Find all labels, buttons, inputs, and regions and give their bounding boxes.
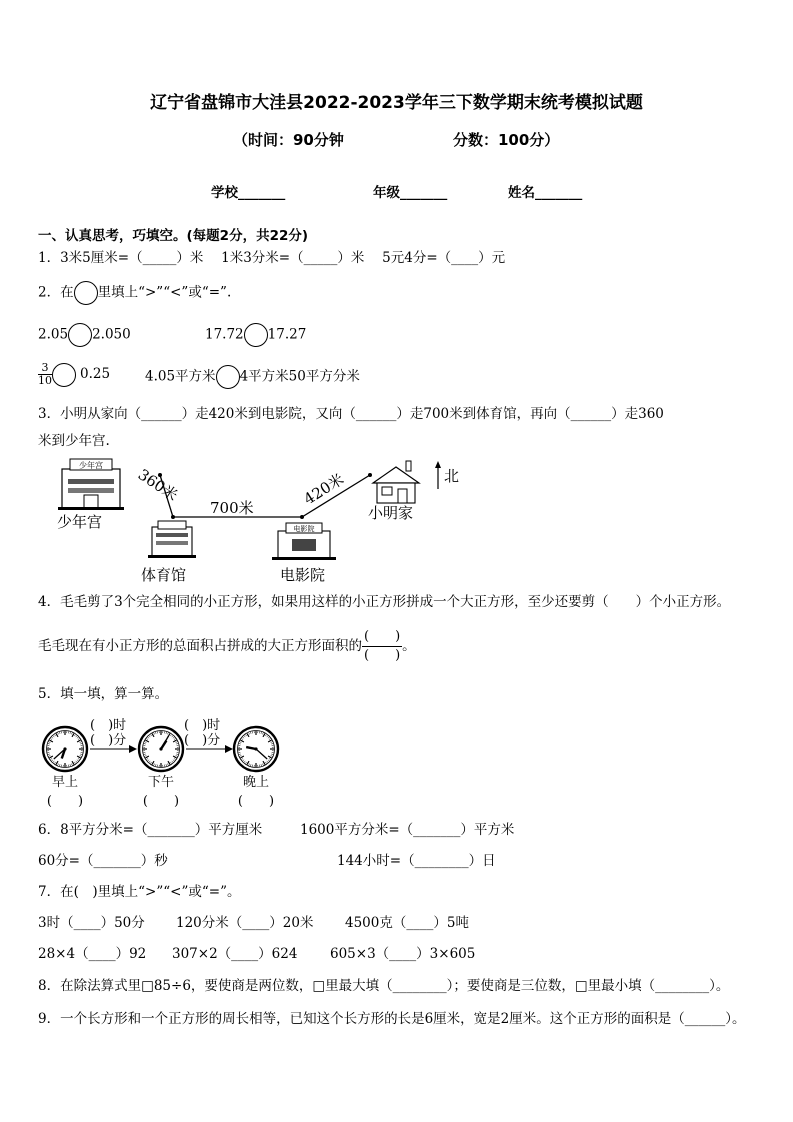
label-home: 小明家 — [368, 504, 414, 522]
q7-r2-a: 28×4（____）92 — [38, 946, 147, 962]
interval1-minute: ( )分 — [90, 733, 127, 748]
q2-d-left: 4.05平方米 — [145, 368, 216, 385]
clock1-label: 早上 — [51, 775, 79, 790]
question-4-line1: 4．毛毛剪了3个完全相同的小正方形，如果用这样的小正方形拼成一个大正方形，至少还要剪（ ）个小正方形。 — [38, 594, 731, 610]
q2-c-right: 0.25 — [80, 366, 111, 382]
question-3-line2: 米到少年宫. — [38, 433, 110, 449]
question-6-c: 60分=（_______）秒 — [38, 853, 168, 869]
clock3-label: 晚上 — [242, 775, 270, 790]
q7-r1-c: 4500克（____）5吨 — [345, 915, 469, 931]
name-field[interactable]: 姓名_______ — [508, 185, 583, 201]
section-heading: 一、认真思考，巧填空。(每题2分，共22分) — [38, 228, 309, 244]
q7-r1-b: 120分米（____）20米 — [176, 915, 314, 931]
interval2-hour: ( )时 — [184, 718, 221, 733]
circle-blank[interactable] — [244, 323, 268, 347]
circle-blank[interactable] — [74, 281, 98, 305]
q2-d-right: 4平方米50平方分米 — [239, 368, 360, 385]
distance-420: 420米 — [300, 470, 348, 509]
north-arrow-icon — [435, 461, 441, 489]
q2-tail: 里填上“>”“<”或“=”. — [97, 284, 232, 301]
interval1-hour: ( )时 — [90, 718, 127, 733]
q2-item-a — [38, 323, 131, 347]
q2-item-c — [38, 362, 110, 387]
question-8: 8．在除法算式里□85÷6，要使商是两位数，□里最大填（________）；要使商是三位数，□里最小填（________）。 — [38, 978, 730, 994]
label-cinema: 电影院 — [280, 566, 326, 584]
q2-a-left: 2.05 — [38, 326, 69, 343]
q2-b-left: 17.72 — [205, 326, 244, 343]
exam-score: 分数：100分） — [453, 131, 560, 149]
question-3-line1: 3．小明从家向（______）走420米到电影院，又向（______）走700米到体育馆，再向（______）走360 — [38, 406, 664, 422]
question-7: 7．在( )里填上“>”“<”或“=”。 — [38, 884, 241, 900]
stadium-icon — [148, 521, 196, 558]
circle-blank[interactable] — [52, 363, 76, 387]
school-field[interactable]: 学校_______ — [211, 185, 286, 201]
clock3-blank: ( ) — [237, 794, 275, 809]
distance-700: 700米 — [210, 499, 254, 517]
svg-text:少年宫: 少年宫 — [79, 461, 103, 470]
route-map-figure — [40, 455, 480, 587]
question-6-b: 1600平方分米=（_______）平方米 — [300, 822, 515, 838]
label-north: 北 — [444, 467, 460, 485]
q2-lead: 2．在 — [38, 284, 74, 301]
question-6-d: 144小时=（________）日 — [337, 853, 496, 869]
clock1-blank: ( ) — [46, 794, 84, 809]
cinema-icon — [272, 523, 336, 560]
clock-3-icon — [234, 727, 278, 771]
label-stadium: 体育馆 — [141, 566, 187, 584]
q7-r2-c: 605×3（____）3×605 — [330, 946, 476, 962]
clock-2-icon — [139, 727, 183, 771]
q2-a-right: 2.050 — [92, 326, 131, 343]
q7-r2-b: 307×2（____）624 — [172, 946, 298, 962]
home-icon — [373, 461, 419, 503]
circle-blank[interactable] — [68, 323, 92, 347]
question-4-line2: 毛毛现在有小正方形的总面积占拼成的大正方形面积的 $\frac{( )}{( )}$ 。 — [38, 629, 416, 663]
interval2-minute: ( )分 — [184, 733, 221, 748]
question-6-a: 6．8平方分米=（_______）平方厘米 — [38, 822, 263, 838]
exam-time: （时间：90分钟 — [233, 131, 344, 149]
grade-field[interactable]: 年级_______ — [373, 185, 448, 201]
q2-item-d — [145, 365, 360, 389]
circle-blank[interactable] — [216, 365, 240, 389]
question-2 — [38, 281, 231, 305]
clock2-label: 下午 — [147, 775, 175, 790]
clock-figure — [40, 712, 285, 812]
label-youth-palace: 少年宫 — [57, 513, 103, 531]
fraction-blank[interactable]: $\frac{( )}{( )}$ — [364, 629, 401, 663]
q2-item-b — [205, 323, 306, 347]
question-1: 1．3米5厘米=（_____）米 1米3分米=（_____）米 5元4分=（____）元 — [38, 250, 506, 266]
page-title: 辽宁省盘锦市大洼县2022-2023学年三下数学期末统考模拟试题 — [150, 93, 643, 113]
question-9: 9．一个长方形和一个正方形的周长相等，已知这个长方形的长是6厘米，宽是2厘米。这个正方形的面积是（______）。 — [38, 1011, 746, 1027]
question-5: 5．填一填，算一算。 — [38, 686, 169, 702]
distance-360: 360米 — [134, 465, 182, 505]
clock-1-icon — [43, 727, 87, 771]
q7-r1-a: 3时（____）50分 — [38, 915, 145, 931]
fraction: $\frac{3}{10}$ — [38, 361, 52, 387]
youth-palace-icon — [58, 459, 124, 510]
q2-b-right: 17.27 — [267, 326, 307, 343]
svg-text:电影院: 电影院 — [293, 525, 315, 533]
clock2-blank: ( ) — [142, 794, 180, 809]
